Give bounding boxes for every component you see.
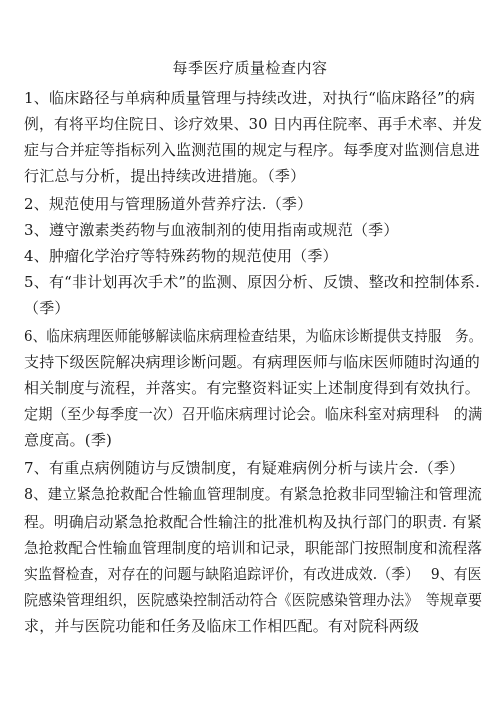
body-line: 急抢救配合性输血管理制度的培训和记录，职能部门按照制度和流程落	[24, 539, 483, 557]
body-line: 5、有“非计划再次手术”的监测、原因分析、反馈、整改和控制体系.	[24, 273, 481, 291]
body-line: 症与合并症等指标列入监测范围的规定与程序。每季度对监测信息进	[24, 141, 481, 159]
body-line: 8、建立紧急抢救配合性输血管理制度。有紧急抢救非同型输注和管理流	[24, 485, 482, 503]
body-line: 意度高。(季)	[24, 431, 113, 449]
body-line: 3、遵守激素类药物与血液制剂的使用指南或规范（季）	[24, 221, 399, 239]
body-line: 程。明确启动紧急抢救配合性输注的批准机构及执行部门的职责. 有紧	[24, 513, 482, 531]
body-line: 4、肿瘤化学治疗等特殊药物的规范使用（季）	[24, 247, 338, 265]
body-line: 行汇总与分析，提出持续改进措施。（季）	[24, 167, 306, 185]
body-line: 定期（至少每季度一次）召开临床病理讨论会。临床科室对病理科 的满	[24, 405, 483, 423]
body-line: 实监督检查，对存在的问题与缺陷追踪评价，有改进成效.（季） 9、有医	[24, 565, 482, 583]
body-line: 支持下级医院解决病理诊断问题。有病理医师与临床医师随时沟通的	[24, 353, 481, 371]
body-line: 相关制度与流程，并落实。有完整资料证实上述制度得到有效执行。	[24, 379, 481, 397]
document-title: 每季医疗质量检查内容	[172, 59, 328, 77]
body-line: （季）	[24, 299, 70, 317]
body-line: 1、临床路径与单病种质量管理与持续改进，对执行“临床路径”的病	[24, 89, 476, 107]
body-line: 7、有重点病例随访与反馈制度，有疑难病例分析与读片会.（季）	[24, 459, 465, 477]
body-line: 求，并与医院功能和任务及临床工作相匹配。有对院科两级	[24, 617, 420, 635]
body-line: 6、临床病理医师能够解读临床病理检查结果，为临床诊断提供支持服 务。	[24, 327, 483, 345]
body-line: 院感染管理组织，医院感染控制活动符合《医院感染管理办法》 等规章要	[24, 591, 483, 609]
body-line: 例，有将平均住院日、诊疗效果、30 日内再住院率、再手术率、并发	[24, 115, 483, 133]
body-line: 2、规范使用与管理肠道外营养疗法.（季）	[24, 195, 313, 213]
